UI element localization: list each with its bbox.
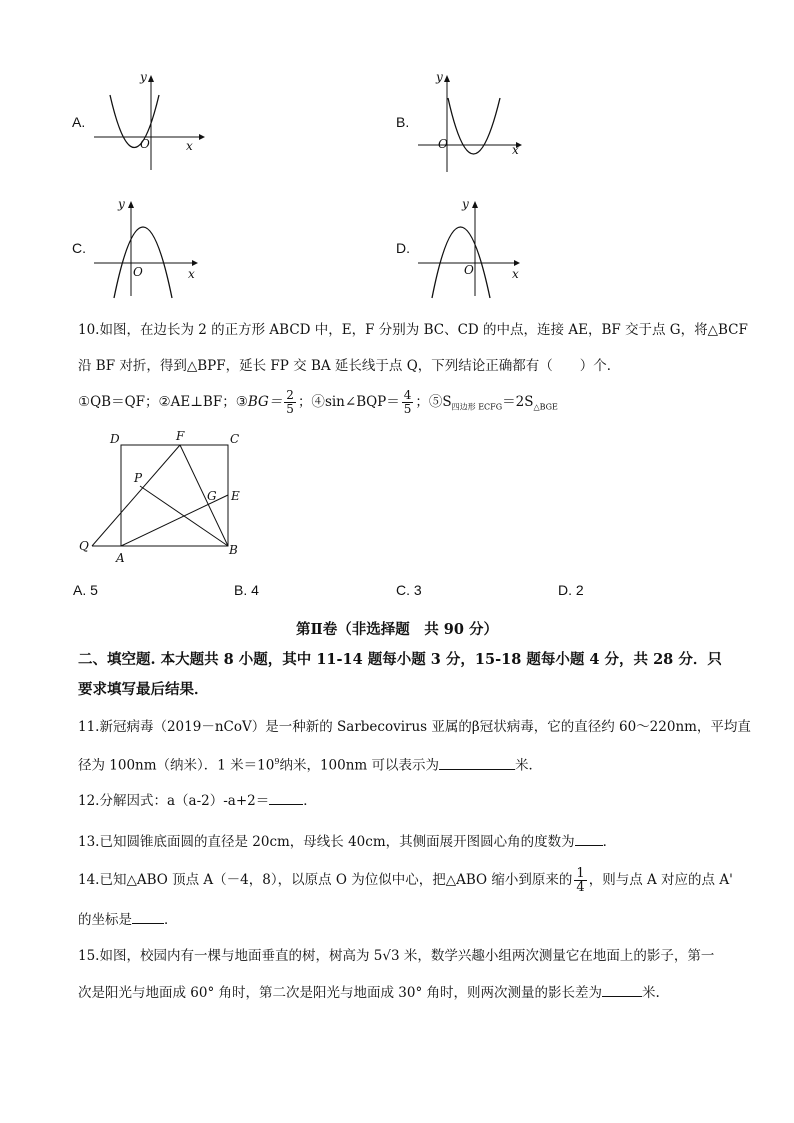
q14-line2: 的坐标是 ．: [78, 909, 178, 930]
answer-blank[interactable]: [439, 755, 515, 770]
q14-line1: 14.已知△ABO 顶点 A（－4，8），以原点 O 为位似中心，把△ABO 缩小到原来的 $\frac{1}{4}$ ，则与点 A 对应的点 A': [78, 866, 733, 895]
q15-line2: 次是阳光与地面成 60° 角时，第二次是阳光与地面成 30° 角时，则两次测量的影长差为 米.: [78, 982, 660, 1003]
x-label: x: [512, 143, 519, 157]
y-label: y: [462, 197, 469, 211]
origin-label: O: [464, 263, 474, 277]
x-label: x: [188, 267, 195, 281]
answer-blank[interactable]: [602, 982, 642, 997]
point-c: C: [230, 432, 240, 446]
point-g: G: [207, 489, 217, 503]
segment-fb: [180, 445, 228, 546]
q10-line1: 10.如图，在边长为 2 的正方形 ABCD 中，E，F 分别为 BC、CD 的中点，连接 AE，BF 交于点 G，将△BCF: [78, 322, 748, 338]
answer-blank[interactable]: [575, 831, 603, 846]
answer-blank[interactable]: [132, 909, 164, 924]
q13: 13.已知圆锥底面圆的直径是 20cm，母线长 40cm，其侧面展开图圆心角的度数为 ．: [78, 831, 616, 852]
y-axis-arrow: [148, 75, 154, 82]
y-label: y: [436, 70, 443, 84]
fraction-1-4: $\frac{1}{4}$: [576, 866, 585, 895]
origin-label: O: [438, 137, 448, 151]
q12: 12.分解因式：a（a-2）-a+2＝ ．: [78, 790, 317, 811]
fraction-4-5: $\frac{4}{5}$: [403, 388, 412, 416]
q10-choice-c: C. 3: [396, 582, 422, 598]
x-axis-arrow: [199, 134, 205, 140]
x-label: x: [512, 267, 519, 281]
origin-label: O: [140, 137, 150, 151]
point-p: P: [134, 471, 143, 485]
y-label: y: [118, 197, 125, 211]
q10-line2: 沿 BF 对折，得到△BPF，延长 FP 交 BA 延长线于点 Q，下列结论正确都有（ ）个．: [78, 358, 621, 374]
point-e: E: [231, 489, 240, 503]
q15-line1: 15.如图，校园内有一棵与地面垂直的树，树高为 5√3 米，数学兴趣小组两次测量它在地面上的影子，第一: [78, 948, 715, 964]
q11-line1: 11.新冠病毒（2019－nCoV）是一种新的 Sarbecovirus 亚属的β冠状病毒，它的直径约 60～220nm，平均直: [78, 719, 751, 735]
root-expression: 5√3: [373, 948, 400, 964]
section-title: 第Ⅱ卷（非选择题 共 90 分）: [296, 621, 498, 638]
option-d-label: D.: [396, 240, 410, 256]
segment-qf: [92, 445, 180, 546]
parabola-curve: [110, 95, 159, 148]
option-a-label: A.: [72, 114, 86, 130]
option-c-label: C.: [72, 240, 86, 256]
square-figure: [74, 428, 254, 568]
point-a: A: [116, 551, 125, 565]
origin-label: O: [133, 265, 143, 279]
x-label: x: [186, 139, 193, 153]
point-f: F: [176, 429, 185, 443]
option-b-label: B.: [396, 114, 410, 130]
section-heading-line1: 二、填空题. 本大题共 8 小题，其中 11-14 题每小题 3 分，15-18 题每小题 4 分，共 28 分．只: [78, 651, 722, 668]
y-label: y: [140, 70, 147, 84]
option-c-graph: [94, 196, 206, 300]
q10-choice-d: D. 2: [558, 582, 584, 598]
point-d: D: [110, 432, 120, 446]
q10-choice-b: B. 4: [234, 582, 259, 598]
option-b-graph: [418, 70, 530, 174]
section-heading-line2: 要求填写最后结果．: [78, 681, 209, 698]
answer-blank[interactable]: [269, 790, 303, 805]
q11-line2: 径为 100nm（纳米）．1 米$=10^9$纳米，100nm 可以表示为 米．: [78, 752, 542, 776]
q10-statements: ①QB＝QF；②AE⊥BF；③BG＝ $\frac{2}{5}$ ；④sin∠BQP＝ $\frac{4}{5}$ ；$⑤S_{四边形 ECFG}=2S_{\triangle BGE}$: [78, 388, 558, 416]
option-a-graph: [94, 70, 206, 174]
point-q: Q: [79, 539, 89, 553]
q10-choice-a: A. 5: [73, 582, 98, 598]
point-b: B: [229, 543, 238, 557]
option-d-graph: [418, 196, 530, 300]
fraction-2-5: $\frac{2}{5}$: [286, 388, 294, 416]
